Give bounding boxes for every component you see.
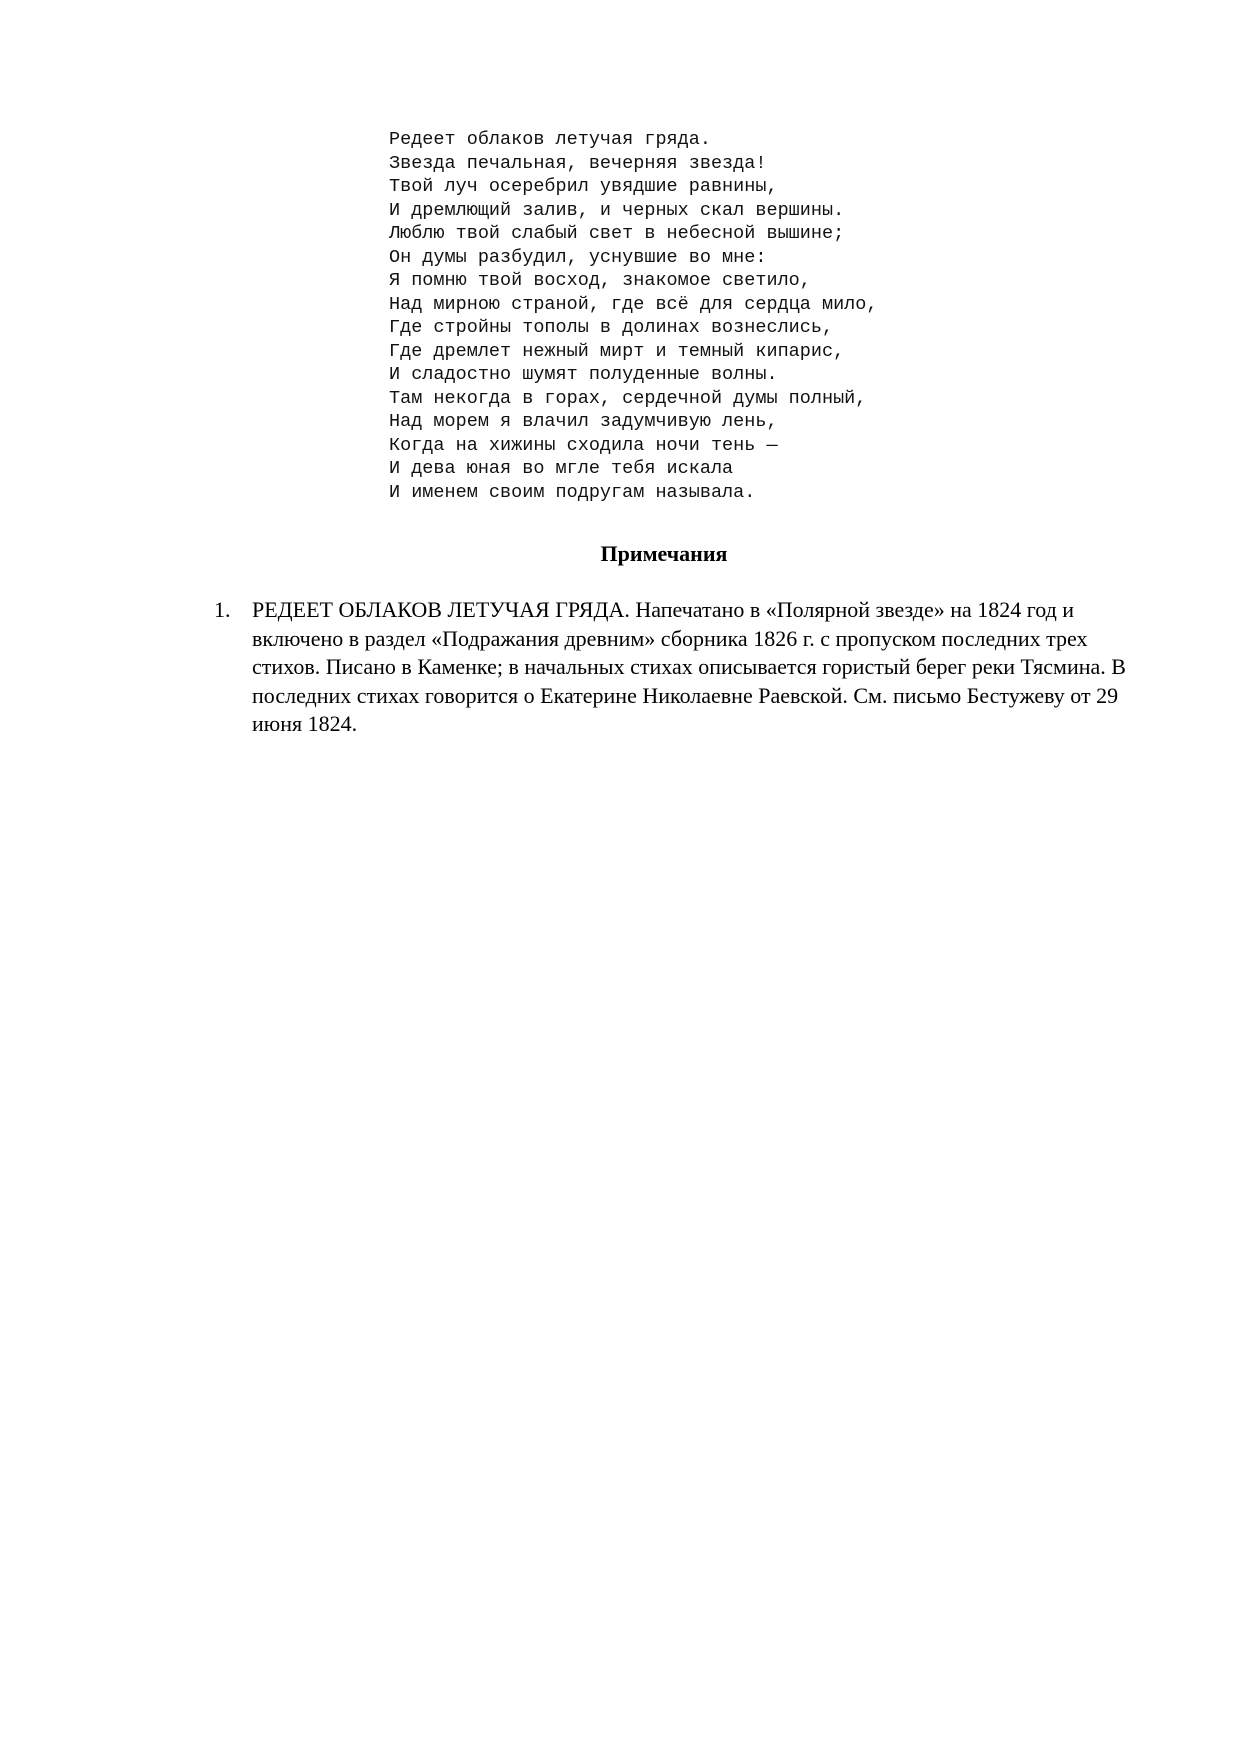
poem-block	[389, 128, 1089, 504]
poem-line: Твой луч осеребрил увядшие равнины,	[389, 176, 778, 197]
poem-line: Где дремлет нежный мирт и темный кипарис,	[389, 340, 845, 362]
notes-heading: Примечания	[600, 541, 728, 566]
poem-line: Когда на хижины сходила ночи тень —	[389, 434, 778, 456]
notes-list	[214, 596, 1154, 739]
poem-line: Редеет облаков летучая гряда.	[389, 129, 711, 150]
poem-line: Звезда печальная, вечерняя звезда!	[389, 152, 767, 174]
poem-line: И сладостно шумят полуденные волны.	[389, 364, 778, 385]
note-text: РЕДЕЕТ ОБЛАКОВ ЛЕТУЧАЯ ГРЯДА. Напечатано в «Полярной звезде» на 1824 год и включено в раздел «Подражания древним» сборника 1826 г. с пропуском последних трех стихов. Писано в Каменке; в начальных стихах описывается гористый берег реки Тясмина. В последних стихах говорится о Екатерине Николаевне Раевской. См. письмо Бестужеву от 29 июня 1824.	[252, 597, 1126, 736]
note-item	[214, 596, 1154, 739]
poem-line: Над морем я влачил задумчивую лень,	[389, 411, 778, 432]
note-number: 1.	[214, 597, 231, 622]
poem-line: И дремлющий залив, и черных скал вершины.	[389, 199, 845, 221]
poem-line: И дева юная во мгле тебя искала	[389, 458, 734, 479]
poem-line: Я помню твой восход, знакомое светило,	[389, 270, 811, 291]
poem-line: Он думы разбудил, уснувшие во мне:	[389, 246, 767, 268]
poem-line: Где стройны тополы в долинах вознеслись,	[389, 317, 834, 338]
poem-line: Над мирною страной, где всё для сердца мило,	[389, 293, 878, 315]
poem-line: И именем своим подругам называла.	[389, 481, 756, 503]
poem-line: Люблю твой слабый свет в небесной вышине;	[389, 223, 845, 244]
poem-line: Там некогда в горах, сердечной думы полный,	[389, 387, 867, 409]
